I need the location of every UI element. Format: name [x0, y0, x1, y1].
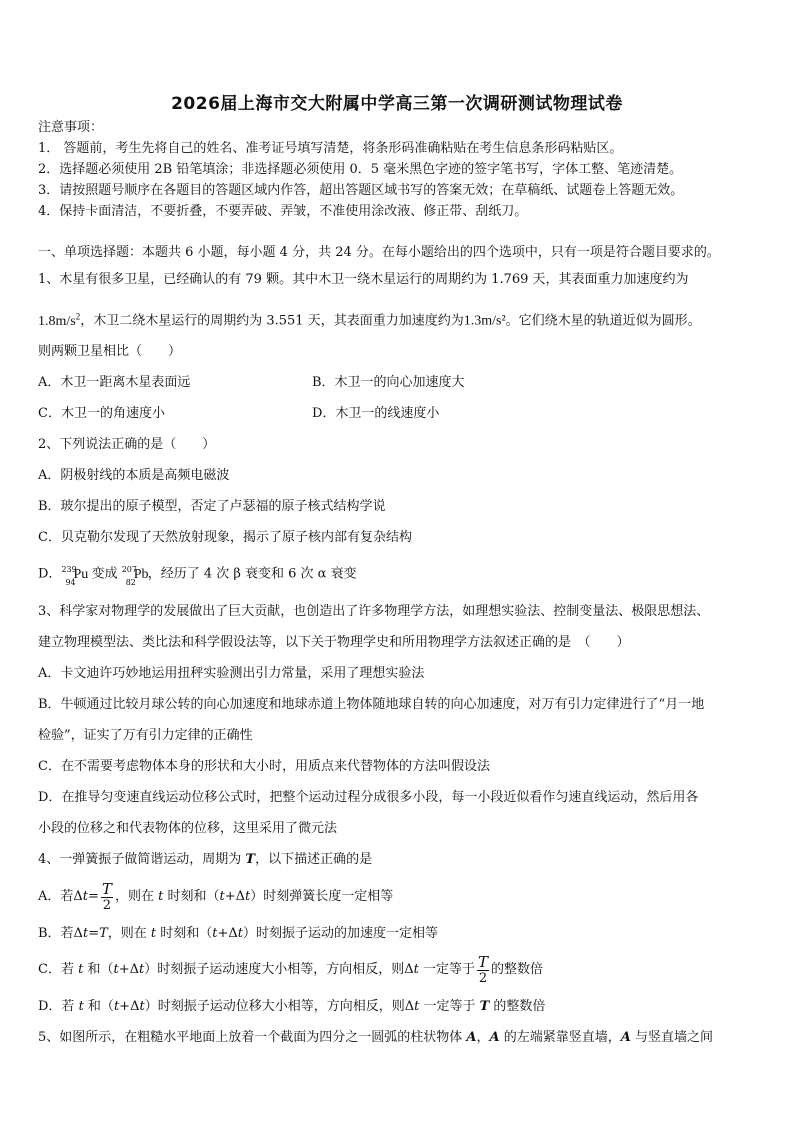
q1-option-d: D．木卫一的线速度小	[312, 406, 440, 421]
q4-option-d: D．若 t 和（t+Δt）时刻振子运动位移大小相等，方向相反，则Δt 一定等于 T 的整数倍	[38, 999, 546, 1014]
q5-stem-line1: 5、如图所示，在粗糙水平地面上放着一个截面为四分之一圆弧的柱状物体 A，A 的左端紧靠竖直墙，A 与竖直墙之间	[38, 1030, 713, 1045]
q3-stem-line2: 建立物理模型法、类比法和科学假设法等，以下关于物理学史和所用物理学方法叙述正确的是 （ ）	[38, 635, 630, 650]
q3-stem-line1: 3、科学家对物理学的发展做出了巨大贡献，也创造出了许多物理学方法，如理想实验法、控制变量法、极限思想法、	[38, 604, 710, 619]
q4-option-a: A．若Δt= $\frac{T}{2}$ ，则在 t 时刻和（t+Δt）时刻弹簧长度一定相等	[38, 879, 394, 913]
fraction-t-over-2: $\frac{T}{2}$	[477, 952, 488, 986]
q1-stem-line1: 1、木星有很多卫星，已经确认的有 79 颗。其中木卫一绕木星运行的周期约为 1.769 天，其表面重力加速度约为	[38, 272, 689, 287]
q2-option-d: D． 239 94 Pu 变成 207 82 Pb ，经历了 4 次 β 衰变和 6 次 α 衰变	[38, 565, 357, 587]
exam-title: 2026届上海市交大附属中学高三第一次调研测试物理试卷	[171, 94, 623, 114]
q4-option-b: B．若Δt=T，则在 t 时刻和（t+Δt）时刻振子运动的加速度一定相等	[38, 926, 439, 941]
nuclide-pb: 207 82 Pb	[121, 565, 149, 587]
notes-heading: 注意事项：	[38, 120, 104, 135]
q3-option-a: A．卡文迪许巧妙地运用扭秤实验测出引力常量，采用了理想实验法	[38, 666, 425, 681]
note-item-4: 4．保持卡面清洁，不要折叠，不要弄破、弄皱，不准使用涂改液、修正带、刮纸刀。	[38, 204, 528, 219]
section-heading: 一、单项选择题：本题共 6 小题，每小题 4 分，共 24 分。在每小题给出的四个选项中，只有一项是符合题目要求的。	[38, 245, 720, 260]
q4-option-c: C．若 t 和（t+Δt）时刻振子运动速度大小相等，方向相反，则Δt 一定等于 $\frac{T}{2}$ 的整数倍	[38, 952, 544, 986]
note-item-1: 1． 答题前，考生先将自己的姓名、准考证号填写清楚，将条形码准确粘贴在考生信息条形码粘贴区。	[38, 141, 623, 156]
q2-option-a: A．阴极射线的本质是高频电磁波	[38, 468, 230, 483]
q1-gravity-1: $1.8m/s^2$	[38, 311, 81, 329]
q3-option-d-line1: D．在推导匀变速直线运动位移公式时，把整个运动过程分成很多小段，每一小段近似看作匀速直线运动，然后用各	[38, 790, 699, 805]
q1-stem-line2: $1.8m/s^2$，木卫二绕木星运行的周期约为 3.551 天，其表面重力加速度约为1.3m/s²。它们绕木星的轨道近似为圆形。	[38, 311, 701, 329]
q1-option-a: A．木卫一距离木星表面远	[38, 375, 191, 390]
q1-gravity-2: 1.3m/s²	[463, 313, 506, 329]
q2-option-b: B．玻尔提出的原子模型，否定了卢瑟福的原子核式结构学说	[38, 499, 386, 514]
q3-option-c: C．在不需要考虑物体本身的形状和大小时，用质点来代替物体的方法叫假设法	[38, 759, 490, 774]
q1-option-c: C．木卫一的角速度小	[38, 406, 165, 421]
nuclide-pu: 239 94 Pu	[61, 565, 89, 587]
q2-option-c: C．贝克勒尔发现了天然放射现象，揭示了原子核内部有复杂结构	[38, 530, 412, 545]
note-item-2: 2．选择题必须使用 2B 铅笔填涂；非选择题必须使用 0．5 毫米黑色字迹的签字笔书写，字体工整、笔迹清楚。	[38, 162, 683, 177]
q1-option-b: B．木卫一的向心加速度大	[312, 375, 465, 390]
q4-stem: 4、一弹簧振子做简谐运动，周期为 T，以下描述正确的是	[38, 852, 373, 867]
q3-option-b-line2: 检验”，证实了万有引力定律的正确性	[38, 728, 253, 743]
q1-stem-line3: 则两颗卫星相比（ ）	[38, 344, 182, 359]
q2-stem: 2、下列说法正确的是（ ）	[38, 437, 216, 452]
note-item-3: 3．请按照题号顺序在各题目的答题区域内作答，超出答题区域书写的答案无效；在草稿纸、试题卷上答题无效。	[38, 183, 684, 198]
q3-option-b-line1: B．牛顿通过比较月球公转的向心加速度和地球赤道上物体随地球自转的向心加速度，对万有引力定律进行了“月一地	[38, 697, 705, 712]
fraction-t-over-2: $\frac{T}{2}$	[101, 879, 112, 913]
q3-option-d-line2: 小段的位移之和代表物体的位移，这里采用了微元法	[38, 821, 338, 836]
